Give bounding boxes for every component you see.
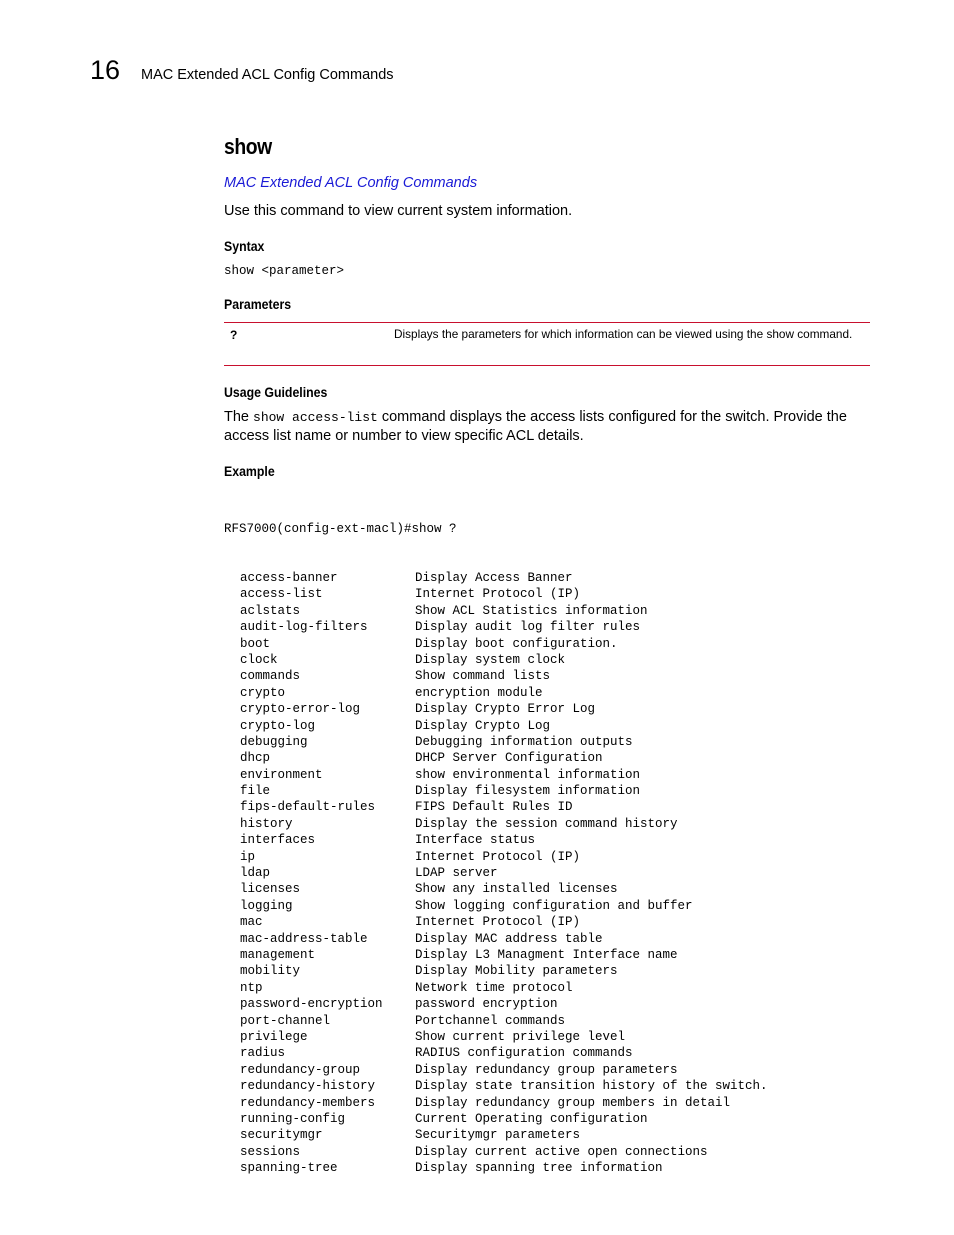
example-row bbox=[224, 783, 870, 799]
example-row bbox=[224, 816, 870, 832]
example-row bbox=[224, 586, 870, 602]
example-description: Show logging configuration and buffer bbox=[415, 898, 693, 913]
example-description: Display filesystem information bbox=[415, 784, 641, 799]
example-description: Internet Protocol (IP) bbox=[415, 587, 581, 602]
usage-text bbox=[224, 408, 870, 445]
example-command: access-banner bbox=[240, 571, 338, 586]
example-row bbox=[224, 636, 870, 652]
section-title: show bbox=[224, 134, 272, 159]
usage-text-before: The bbox=[224, 409, 254, 425]
example-row bbox=[224, 734, 870, 750]
chapter-number: 16 bbox=[90, 55, 121, 85]
example-description: FIPS Default Rules ID bbox=[415, 800, 573, 815]
example-command: securitymgr bbox=[240, 1128, 323, 1143]
example-description: Debugging information outputs bbox=[415, 734, 633, 749]
example-command: access-list bbox=[240, 587, 323, 602]
example-row bbox=[224, 1111, 870, 1127]
example-row bbox=[224, 701, 870, 717]
example-command: port-channel bbox=[240, 1013, 331, 1028]
example-description: Display L3 Managment Interface name bbox=[415, 948, 678, 962]
example-description: Display MAC address table bbox=[415, 931, 603, 946]
example-description: RADIUS configuration commands bbox=[415, 1046, 633, 1061]
example-row bbox=[224, 652, 870, 668]
example-row bbox=[224, 1045, 870, 1061]
usage-code: show access-list bbox=[253, 410, 378, 425]
parameters-heading: Parameters bbox=[224, 296, 292, 312]
example-row bbox=[224, 996, 870, 1012]
example-row bbox=[224, 799, 870, 815]
example-description: Show ACL Statistics information bbox=[415, 603, 648, 618]
example-command: file bbox=[240, 784, 271, 799]
example-row bbox=[224, 881, 870, 897]
example-description: Display boot configuration. bbox=[415, 636, 618, 651]
example-command: crypto bbox=[240, 685, 286, 700]
example-row bbox=[224, 832, 870, 848]
example-row bbox=[224, 570, 870, 586]
example-row bbox=[224, 849, 870, 865]
example-row bbox=[224, 619, 870, 635]
example-description: Display audit log filter rules bbox=[415, 620, 641, 635]
example-prompt: RFS7000(config-ext-macl)#show ? bbox=[224, 521, 457, 536]
example-row bbox=[224, 1029, 870, 1045]
example-command: boot bbox=[240, 636, 271, 651]
example-description: Display spanning tree information bbox=[415, 1161, 663, 1176]
example-heading: Example bbox=[224, 463, 275, 479]
example-description: Display redundancy group parameters bbox=[415, 1062, 678, 1077]
example-description: LDAP server bbox=[415, 866, 498, 881]
example-description: Current Operating configuration bbox=[415, 1111, 648, 1126]
example-description: Display Access Banner bbox=[415, 571, 573, 586]
example-command: ip bbox=[240, 849, 256, 864]
example-row bbox=[224, 1127, 870, 1143]
syntax-heading: Syntax bbox=[224, 238, 265, 254]
example-command: mobility bbox=[240, 964, 301, 979]
example-command: audit-log-filters bbox=[240, 620, 368, 635]
example-description: Display Crypto Log bbox=[415, 718, 551, 733]
example-row bbox=[224, 898, 870, 914]
example-row bbox=[224, 980, 870, 996]
example-description: Show current privilege level bbox=[415, 1029, 626, 1044]
example-row bbox=[224, 767, 870, 783]
cross-reference-link[interactable]: MAC Extended ACL Config Commands bbox=[224, 175, 478, 191]
syntax-line: show <parameter> bbox=[224, 264, 345, 278]
intro-text: Use this command to view current system information. bbox=[224, 203, 573, 219]
example-command: crypto-log bbox=[240, 718, 316, 733]
example-description: Display system clock bbox=[415, 652, 566, 667]
example-command: running-config bbox=[240, 1111, 346, 1126]
example-command: interfaces bbox=[240, 833, 316, 848]
example-row bbox=[224, 718, 870, 734]
parameters-table bbox=[224, 322, 870, 366]
example-command: clock bbox=[240, 652, 278, 667]
example-row bbox=[224, 1078, 870, 1094]
example-command: sessions bbox=[240, 1144, 301, 1159]
example-description: Show command lists bbox=[415, 669, 551, 684]
example-command: spanning-tree bbox=[240, 1161, 338, 1176]
example-command: privilege bbox=[240, 1029, 308, 1044]
example-description: Securitymgr parameters bbox=[415, 1128, 581, 1143]
example-command: commands bbox=[240, 669, 301, 684]
example-command: history bbox=[240, 816, 293, 831]
example-command: logging bbox=[240, 898, 293, 913]
example-command: aclstats bbox=[240, 603, 301, 618]
example-row bbox=[224, 865, 870, 881]
example-description: Display state transition history of the switch. bbox=[415, 1079, 768, 1094]
example-command: redundancy-members bbox=[240, 1095, 376, 1110]
example-description: Display redundancy group members in detail bbox=[415, 1095, 731, 1110]
example-description: password encryption bbox=[415, 997, 558, 1012]
example-description: Network time protocol bbox=[415, 980, 573, 995]
example-command: debugging bbox=[240, 734, 308, 749]
parameter-name: ? bbox=[230, 328, 238, 342]
example-description: Display Mobility parameters bbox=[415, 964, 618, 979]
usage-heading: Usage Guidelines bbox=[224, 384, 328, 400]
example-command: licenses bbox=[240, 882, 301, 897]
example-command: ldap bbox=[240, 866, 271, 881]
usage-text-after: command displays the access lists configured for the switch. Provide the access list name or number to view specific ACL details. bbox=[224, 409, 847, 444]
example-command: management bbox=[240, 948, 316, 962]
example-row bbox=[224, 963, 870, 979]
example-command: redundancy-history bbox=[240, 1079, 376, 1094]
example-description: Internet Protocol (IP) bbox=[415, 849, 581, 864]
example-row bbox=[224, 914, 870, 930]
example-row bbox=[224, 1160, 870, 1176]
example-description: Portchannel commands bbox=[415, 1013, 566, 1028]
example-description: Internet Protocol (IP) bbox=[415, 915, 581, 930]
example-row bbox=[224, 603, 870, 619]
example-description: Show any installed licenses bbox=[415, 882, 618, 897]
example-description: Interface status bbox=[415, 833, 536, 848]
chapter-title: MAC Extended ACL Config Commands bbox=[141, 67, 394, 83]
example-command: environment bbox=[240, 767, 323, 782]
example-command: fips-default-rules bbox=[240, 800, 376, 815]
example-description: Display Crypto Error Log bbox=[415, 702, 596, 717]
example-row bbox=[224, 1013, 870, 1029]
example-description: Display the session command history bbox=[415, 816, 678, 831]
example-command: redundancy-group bbox=[240, 1062, 361, 1077]
example-row bbox=[224, 947, 870, 963]
example-command: crypto-error-log bbox=[240, 702, 361, 717]
example-command: password-encryption bbox=[240, 997, 383, 1012]
example-code-block bbox=[224, 488, 870, 1176]
example-description: show environmental information bbox=[415, 767, 641, 782]
example-row bbox=[224, 685, 870, 701]
example-command: radius bbox=[240, 1046, 286, 1061]
example-command: dhcp bbox=[240, 751, 271, 766]
example-row bbox=[224, 668, 870, 684]
example-row bbox=[224, 931, 870, 947]
example-row bbox=[224, 750, 870, 766]
example-command: mac bbox=[240, 915, 263, 930]
example-description: encryption module bbox=[415, 685, 543, 700]
parameter-description: Displays the parameters for which information can be viewed using the show command. bbox=[394, 327, 853, 341]
example-row bbox=[224, 1062, 870, 1078]
example-row bbox=[224, 1144, 870, 1160]
example-row bbox=[224, 1095, 870, 1111]
example-command: ntp bbox=[240, 980, 263, 995]
example-command: mac-address-table bbox=[240, 931, 368, 946]
example-description: DHCP Server Configuration bbox=[415, 751, 603, 766]
example-description: Display current active open connections bbox=[415, 1144, 708, 1159]
